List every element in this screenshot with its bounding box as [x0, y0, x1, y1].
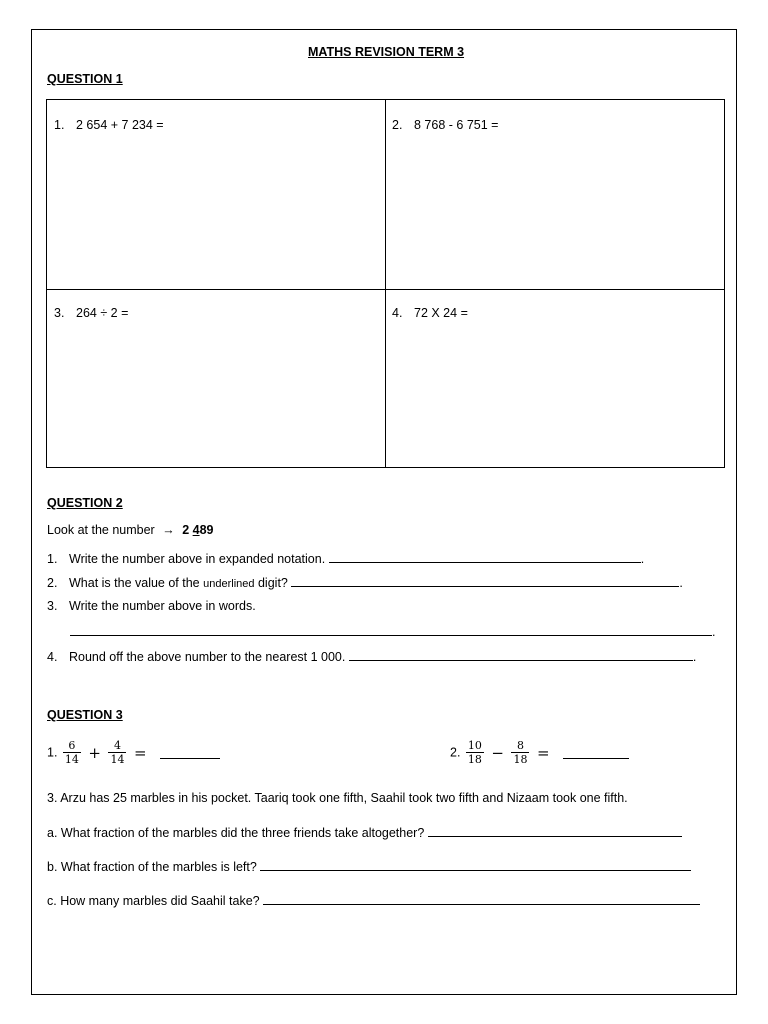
fraction: $\frac{8}{18}$ [513, 739, 528, 766]
word-problem: 3. Arzu has 25 marbles in his pocket. Taariq took one fifth, Saahil took two fifth and Nizaam took one fifth. [47, 791, 628, 805]
answer-line[interactable] [428, 825, 682, 837]
fraction-sum-2: 2. $\frac{10}{18}$ − $\frac{8}{18}$ = [450, 739, 629, 766]
question-3a: a. What fraction of the marbles did the three friends take altogether? [47, 825, 682, 840]
given-number: 2 489 [182, 523, 214, 537]
question-1-heading: QUESTION 1 [47, 72, 123, 86]
answer-line[interactable] [70, 624, 712, 636]
question-2-item-2: 2. What is the value of the underlined digit? . [47, 576, 683, 590]
sum-4: 4. 72 X 24 = [392, 306, 468, 320]
answer-line[interactable] [160, 747, 220, 759]
question-2-item-4: 4. Round off the above number to the nearest 1 000. . [47, 650, 697, 664]
fraction: $\frac{4}{14}$ [110, 739, 125, 766]
grid-divider-horizontal [47, 289, 724, 290]
answer-line[interactable] [260, 859, 691, 871]
answer-line[interactable] [329, 551, 641, 563]
question-2-heading: QUESTION 2 [47, 496, 123, 510]
fraction-sum-1: 1. $\frac{6}{14}$ + $\frac{4}{14}$ = [47, 739, 220, 766]
question-2-item-1: 1. Write the number above in expanded notation. . [47, 552, 645, 566]
arrow-icon: → [162, 523, 175, 537]
question-3-heading: QUESTION 3 [47, 708, 123, 722]
fraction: $\frac{10}{18}$ [467, 739, 482, 766]
grid-divider-vertical [385, 100, 386, 467]
question-1-grid [46, 99, 725, 468]
answer-line[interactable] [349, 649, 693, 661]
sum-2: 2. 8 768 - 6 751 = [392, 118, 499, 132]
question-3c: c. How many marbles did Saahil take? [47, 893, 700, 908]
fraction: $\frac{6}{14}$ [64, 739, 79, 766]
question-2-item-3-line: . [70, 624, 715, 639]
question-2-item-3: 3. Write the number above in words. [47, 599, 256, 613]
question-3b: b. What fraction of the marbles is left? [47, 859, 691, 874]
answer-line[interactable] [291, 575, 679, 587]
question-2-intro: Look at the number → 2 489 [47, 523, 214, 537]
answer-line[interactable] [263, 893, 700, 905]
answer-line[interactable] [563, 747, 629, 759]
sum-3: 3. 264 ÷ 2 = [54, 306, 129, 320]
sum-1: 1. 2 654 + 7 234 = [54, 118, 164, 132]
page-title: MATHS REVISION TERM 3 [308, 45, 465, 59]
